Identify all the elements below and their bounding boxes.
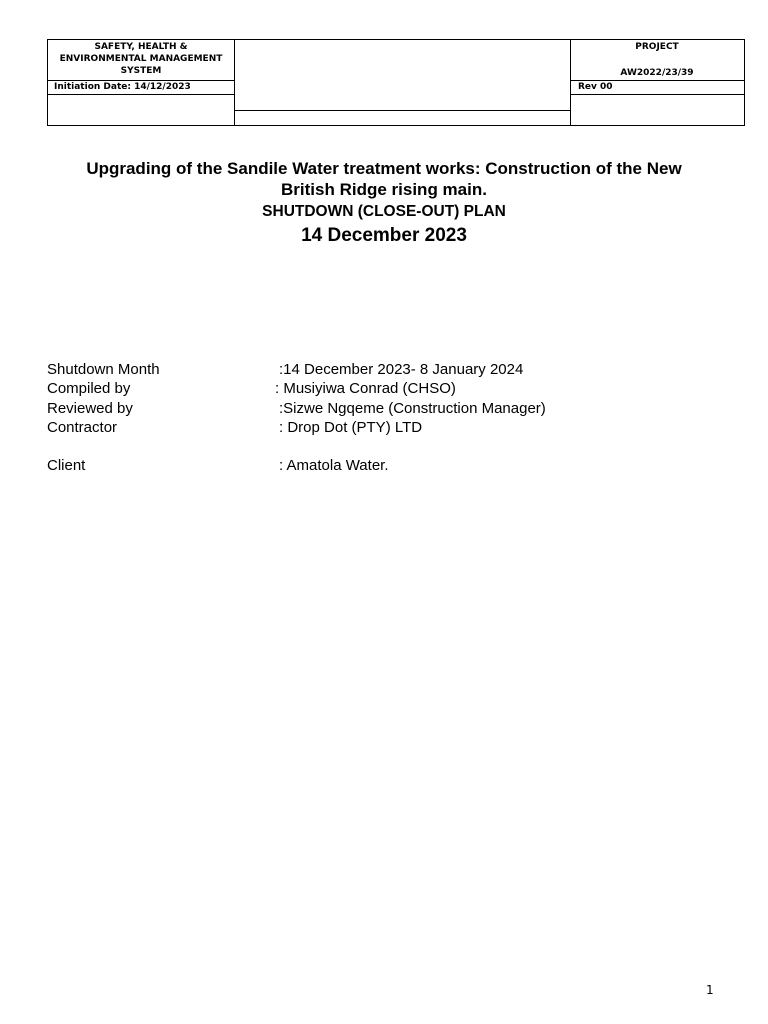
info-value: : Amatola Water.	[279, 457, 389, 474]
system-title-line: SAFETY, HEALTH &	[94, 42, 188, 52]
info-label: Compiled by	[47, 380, 131, 397]
document-title-block	[0, 158, 768, 248]
header-divider	[570, 94, 744, 95]
info-label: Client	[47, 457, 86, 474]
document-title-line: Upgrading of the Sandile Water treatment works: Construction of the New	[86, 159, 682, 178]
project-label: PROJECT	[635, 42, 679, 52]
system-title-line: ENVIRONMENTAL MANAGEMENT	[59, 54, 223, 64]
info-label: Reviewed by	[47, 400, 133, 417]
info-value: :Sizwe Ngqeme (Construction Manager)	[279, 400, 546, 417]
header-divider	[234, 40, 235, 125]
document-header-table	[47, 39, 745, 126]
plan-title: SHUTDOWN (CLOSE-OUT) PLAN	[262, 203, 506, 220]
info-value: :14 December 2023- 8 January 2024	[279, 361, 524, 378]
document-date: 14 December 2023	[301, 225, 467, 246]
info-value: : Musiyiwa Conrad (CHSO)	[275, 380, 456, 397]
info-value: : Drop Dot (PTY) LTD	[279, 419, 423, 436]
header-divider	[234, 110, 570, 111]
info-label: Shutdown Month	[47, 361, 160, 378]
info-label: Contractor	[47, 419, 118, 436]
page-number: 1	[706, 983, 714, 997]
document-title-line: British Ridge rising main.	[281, 180, 487, 199]
header-divider	[48, 94, 234, 95]
project-code: AW2022/23/39	[620, 68, 694, 78]
initiation-date: Initiation Date: 14/12/2023	[54, 82, 191, 92]
revision-number: Rev 00	[578, 82, 613, 92]
management-system-title	[48, 41, 234, 77]
system-title-line: SYSTEM	[120, 66, 162, 76]
